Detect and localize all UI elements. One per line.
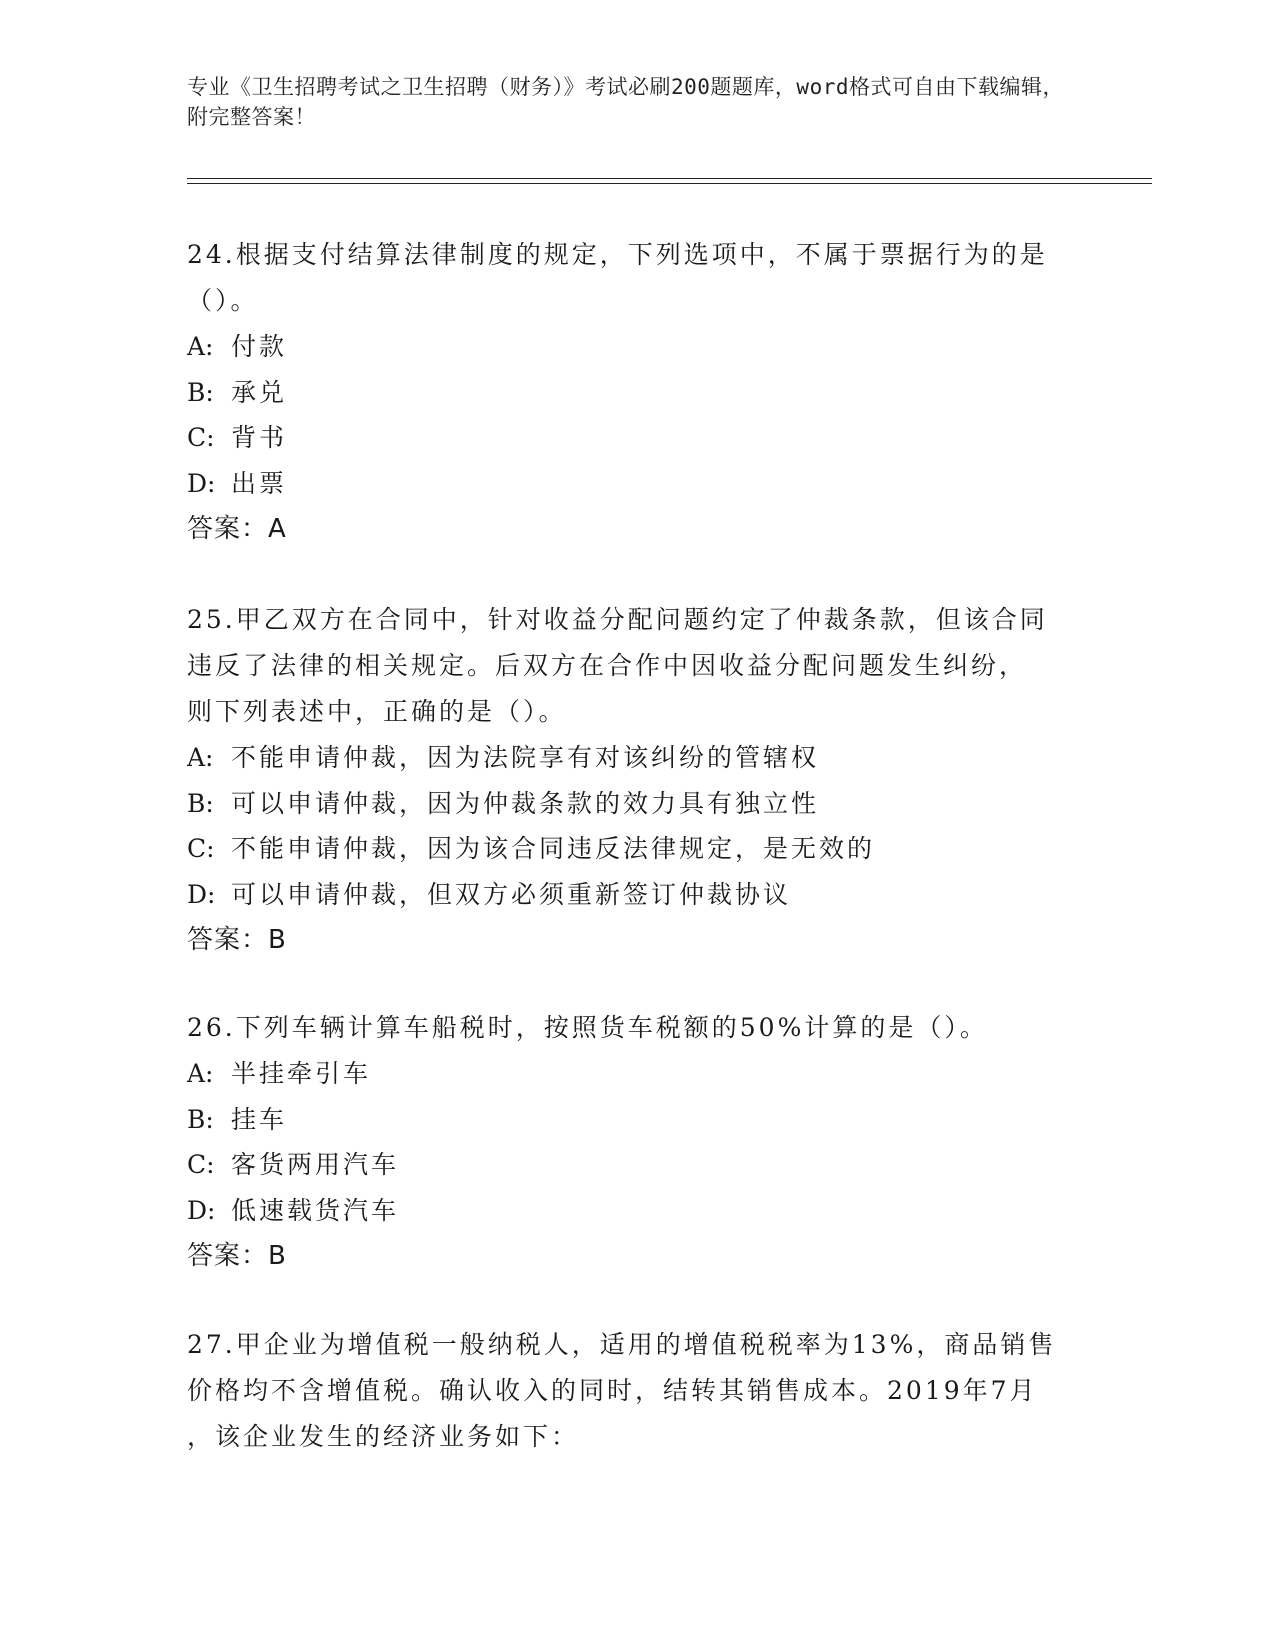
option-a — [187, 324, 1067, 370]
option-c — [187, 415, 1067, 461]
question-stem-line: 违反了法律的相关规定。后双方在合作中因收益分配问题发生纠纷， — [187, 651, 1028, 680]
option-letter: D: — [187, 1195, 216, 1225]
option-b — [187, 1097, 1067, 1143]
option-text: 低速载货汽车 — [231, 1195, 400, 1225]
option-letter: D: — [187, 468, 216, 498]
option-letter: A: — [187, 743, 214, 772]
option-a — [187, 1051, 1067, 1097]
question-stem-line: 27.甲企业为增值税一般纳税人，适用的增值税税率为13%，商品销售 — [187, 1330, 1057, 1359]
question-25 — [187, 597, 1067, 963]
question-27 — [187, 1322, 1067, 1460]
option-letter: A: — [187, 332, 214, 361]
option-c — [187, 826, 1067, 872]
option-letter: B: — [187, 788, 214, 818]
option-text: 付款 — [231, 332, 288, 361]
question-26 — [187, 1005, 1067, 1279]
option-text: 可以申请仲裁，因为仲裁条款的效力具有独立性 — [231, 788, 820, 818]
question-stem-line: 26.下列车辆计算车船税时，按照货车税额的50%计算的是（）。 — [187, 1013, 988, 1042]
option-text: 不能申请仲裁，因为法院享有对该纠纷的管辖权 — [231, 743, 820, 772]
answer-line: 答案：B — [187, 925, 287, 955]
question-stem-line: 则下列表述中，正确的是（）。 — [187, 697, 567, 726]
option-d — [187, 1188, 1067, 1234]
option-d — [187, 461, 1067, 507]
option-text: 半挂牵引车 — [231, 1059, 372, 1088]
option-letter: B: — [187, 1104, 214, 1134]
option-text: 承兑 — [231, 377, 288, 407]
document-header: 专业《卫生招聘考试之卫生招聘（财务）》考试必刷200题题库，word格式可自由下载编辑，附完整答案！ — [187, 75, 1064, 129]
option-text: 可以申请仲裁，但双方必须重新签订仲裁协议 — [231, 879, 792, 909]
question-stem-line: 25.甲乙双方在合同中，针对收益分配问题约定了仲裁条款，但该合同 — [187, 605, 1048, 634]
question-stem-line: 价格均不含增值税。确认收入的同时，结转其销售成本。2019年7月 — [187, 1376, 1038, 1405]
option-d — [187, 872, 1067, 918]
option-letter: C: — [187, 423, 215, 452]
option-text: 挂车 — [231, 1104, 288, 1134]
option-letter: B: — [187, 377, 214, 407]
option-b — [187, 781, 1067, 827]
option-letter: C: — [187, 834, 215, 863]
answer-line: 答案：A — [187, 514, 287, 544]
option-text: 背书 — [231, 423, 288, 452]
option-a — [187, 735, 1067, 781]
question-24 — [187, 232, 1067, 552]
question-stem-line: ，该企业发生的经济业务如下： — [187, 1422, 580, 1451]
option-b — [187, 370, 1067, 416]
question-stem-line: （）。 — [187, 286, 259, 315]
option-letter: A: — [187, 1059, 214, 1088]
option-letter: C: — [187, 1150, 215, 1179]
option-text: 出票 — [231, 468, 288, 498]
header-divider — [187, 178, 1152, 179]
question-stem-line: 24.根据支付结算法律制度的规定，下列选项中，不属于票据行为的是 — [187, 240, 1048, 269]
option-c — [187, 1142, 1067, 1188]
answer-line: 答案：B — [187, 1241, 287, 1271]
option-letter: D: — [187, 879, 216, 909]
header-divider-secondary — [187, 183, 1152, 184]
option-text: 客货两用汽车 — [231, 1150, 400, 1179]
option-text: 不能申请仲裁，因为该合同违反法律规定，是无效的 — [231, 834, 876, 863]
